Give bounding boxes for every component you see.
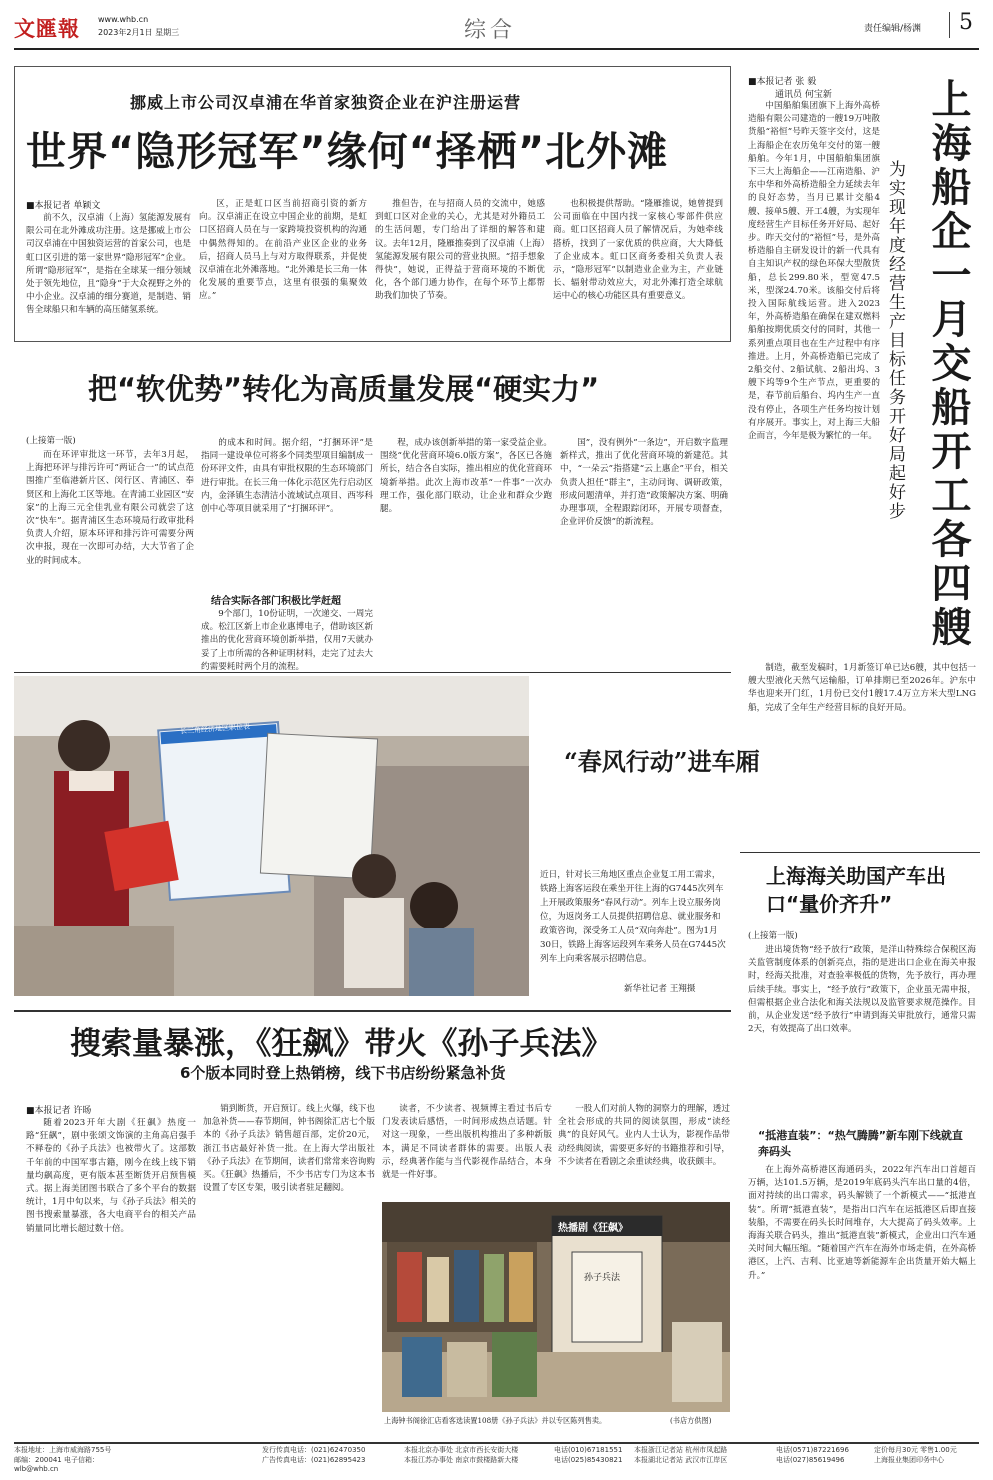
feature3-byline: ■本报记者 许旸 [26, 1106, 92, 1116]
right2-subhead: “抵港直装”：“热气腾腾”新车刚下线就直奔码头 [758, 1129, 963, 1158]
lead-byline: ■本报记者 单颖文 [26, 201, 101, 211]
site-url: www.whb.cn [98, 15, 149, 24]
footer-address [14, 1446, 122, 1475]
section-title: 综合 [464, 18, 517, 43]
lead-col-3: 推但告，在与招商人员的交流中，她感到虹口区对企业的关心，尤其是对外籍员工的生活问题，专门给出了详细的解答和建议。去年12月，隆雁推奏到了汉卓浦（上海）氢能源发展有限公司的营业执照。“招手想象得快”，她说，正得益于营商环境的不断优化，各个部门通力协作，在每个环节上都帮助我们加快了节奏。 [375, 199, 545, 302]
train-photo [14, 676, 529, 996]
footer-jiangsu-phone: 电话(025)85430821 [554, 1455, 623, 1464]
bookstore-photo [382, 1202, 730, 1412]
part2-col-2b: 9个部门，10份证明，一次递交、一周完成。松江区新上市企业惠博电子，借助该区新推出的优化营商环境创新举措，仅用7天就办妥了上市所需的各种证明材料，走完了过去大约需要耗时两个月的流程。 [201, 609, 373, 672]
right2-text-2: 在上海外高桥港区海通码头，2022年汽车出口首超百万辆，达101.5万辆，是2019年底码头汽车出口量的4倍，面对持续的出口需求，码头解锁了一个新模式——“抵港直装”。所谓“抵港直装”，是指出口汽车在运抵港区后即直接装船，不需要在码头长时间堆存，大大提高了码头效率。上海海关联合码头，推出“抵港直装”新模式，企业出口汽车通关时间大幅压缩。“随着国产汽车在海外市场走俏，在外高桥港区，上汽、吉利、比亚迪等新能源车企出货量开始大幅上升。” [748, 1165, 976, 1281]
photo1-credit: 新华社记者 王翔摄 [624, 984, 696, 994]
feature3-col-3: 读者，不少读者、视频博主看过书后专门发表读后感悟，一时间形成热点话题。针对这一现象，一些出版机构推出了多种新版本，满足不同读者群体的需要。出版人表示，经典著作能与当代影视作品结合，本身就是一件好事。 [382, 1104, 552, 1181]
photo-sign-text: 长三角经济地区职位表 [179, 722, 251, 736]
footer-beijing-phone: 电话(010)67181551 [554, 1446, 623, 1454]
feature3-col-2: 销到断货，开启预订。线上火爆，线下也加急补货——春节期间，钟书阁徐汇店七个版本的《孙子兵法》销售超百部，定价20元，浙江书店最好补货一批。在上海大学出版社《孙子兵法》在节期间，读者们常常来咨询购买。《狂飙》热播后，不少书店专门为这本书设置了专区专架，吸引读者驻足翻阅。 [203, 1104, 375, 1194]
right1-text: 中国船舶集团旗下上海外高桥造船有限公司建造的一艘19万吨散货船“裕恒”号昨天签字交付，这是上海船企在农历兔年交付的第一艘船舶。今年1月，中国船舶集团旗下三大上海船企——江南造船、沪东中华和外高桥造船全力延续去年的良好态势，当月已累计交船4艘、接单5艘、开工4艘，为实现年度经营生产目标任务开好局、起好步。昨天交付的“裕恒”号，是外高桥造船自主研发设计的新一代具有自主知识产权的绿色环保大型散货船，总长299.80米，型宽47.5米，型深24.70米。该船交付后将投入国际航线运营。进入2023年，外高桥造船在确保在建双燃料船舶按期优质交付的同时，其他一系列重点项目也在生产过程中有序推进。上月，外高桥造船已完成了2船交付、2船试航、2船出坞、3艘下坞等9个生产节点，更重要的是，春节前后船台、坞内生产一直没有停止，各项生产任务均按计划有序展开。事实上，对上海三大船企而言，今年是极为繁忙的一年。 [748, 101, 880, 442]
right1-byline-2: 通讯员 何宝新 [775, 90, 832, 100]
photo1-title: “春风行动”进车厢 [564, 747, 760, 776]
footer-zhejiang-phone: 电话(0571)87221696 [776, 1446, 849, 1454]
footer-ad-fax-line: 广告传真电话：(021)62895423 [262, 1455, 366, 1464]
right1-text-wide: 制造，截至发稿时，1月新签订单已达6艘，其中包括一艘大型液化天然气运输船，订单排期已至2026年。沪东中华也迎来开门红，1月份已交付1艘17.4万立方米大型LNG船，完成了全年生产经营目标的良好开局。 [748, 663, 976, 713]
footer-hubei-office: 本报湖北记者站 武汉市江岸区 [634, 1455, 728, 1464]
footer-hubei-phone: 电话(027)85619496 [776, 1455, 845, 1464]
section-rule-2 [14, 1010, 731, 1012]
part2-continued: (上接第一版) [26, 436, 76, 446]
photo1-caption: 近日，针对长三角地区重点企业复工用工需求，铁路上海客运段在乘坐开往上海的G7445次列车上开展政策服务“春风行动”。列车上设立服务岗位，为返岗务工人员提供招聘信息、就业服务和政策咨询，深受务工人员“双向奔赴”。图为1月30日，铁路上海客运段列车乘务人员在G7445次列车上向乘客展示招聘信息。 [540, 870, 726, 964]
masthead-rule [14, 48, 979, 50]
feature3-headline: 搜索量暴涨，《狂飙》带火《孙子兵法》 [70, 1026, 613, 1062]
part2-col-2: 的成本和时间。据介绍，“打捆环评”是指同一建设单位可将多个同类型项目编制成一份环评文件，由具有审批权限的生态环境部门进行审批。在长三角一体化示范区先行启动区内，金泽镇生态清洁小流域试点项目、西岑科创中心等项目就采用了“打捆环评”。 [201, 438, 373, 515]
masthead [14, 10, 979, 50]
feature3-subhead: 6个版本同时登上热销榜，线下书店纷纷紧急补货 [180, 1064, 506, 1082]
footer-phones-1 [554, 1446, 634, 1465]
part2-subhead: 结合实际各部门积极比学赶超 [211, 596, 341, 607]
feature3-col-1: 随着2023开年大剧《狂飙》热度一路“狂飙”，剧中张颂文饰演的主角高启强手不释卷的《孙子兵法》也被带火了。这部数千年前的中国军事古籍，刚今在线上线下销量均飙高度，更有版本甚至断货开启预售模式。据上海美团图书联合了多个平台的数据统计，1月中旬以来，与《孙子兵法》相关的图书搜索量暴涨，各大电商平台的相关产品销量同比增长超过数十倍。 [26, 1118, 196, 1234]
part2-col-4: 国”，没有例外”一条边”，开启数字监理新样式，推出了优化营商环境的新建范。其中，“一朵云”指搭建“云上惠企”平台，相关负责人担任“群主”，主动问询、调研政策，形成问题清单，并打造“政策解决方案、明确办理事项，全程跟踪闭环，开展专项督查，企业评价反馈”的新流程。 [560, 438, 728, 528]
footer-address-line: 本报地址：上海市威海路755号 [14, 1446, 112, 1454]
bookstore-illustration [382, 1202, 730, 1412]
right1-byline-1: ■本报记者 张 毅 [748, 77, 817, 87]
bookstore-sign-text: 热播剧《狂飙》 [558, 1223, 628, 1234]
footer [14, 1446, 979, 1474]
issue-date: 2023年2月1日 星期三 [98, 28, 180, 37]
footer-phones-2 [776, 1446, 866, 1465]
page-number: 5 [959, 10, 973, 35]
footer-email-line: 邮编：200041 电子信箱：wlb@whb.cn [14, 1455, 99, 1473]
part2-col-3: 程，成办该创新举措的第一家受益企业。围绕“优化营商环境6.0版方案”，各区已各施所长，结合各自实际，推出相应的优化营商环境新举措。此次上海市改革“一件事”一次办理工作，强化部门联动，让企业和群众少跑腿。 [380, 438, 552, 515]
feature3-credit: (书店方供图) [670, 1416, 712, 1425]
right2-headline: 上海海关助国产车出口“量价齐升” [766, 864, 946, 916]
feature3-caption: 上海钟书阁徐汇店看客选读置108册《孙子兵法》并以专区陈列售卖。 [384, 1416, 607, 1425]
right1-vertical-headline: 上海船企一月交船开工各四艘 [925, 78, 971, 650]
footer-fax [262, 1446, 390, 1465]
footer-price [874, 1446, 979, 1465]
train-scene-illustration [14, 676, 529, 996]
footer-fax-line: 发行传真电话：(021)62470350 [262, 1446, 366, 1454]
lead-col-1: 前不久，汉卓浦（上海）氢能源发展有限公司在北外滩成功注册。这是挪威上市公司汉卓浦在中国独资运营的首家公司，也是虹口区引进的第一家世界“隐形冠军”企业。所谓“隐形冠军”，是指在全球某一细分领域处于领先地位，且“隐身”于大众视野之外的中小企业。汉卓浦的细分赛道，是制造、销售全球船只和车辆的高压储氢系统。 [26, 213, 191, 316]
lead-col-4: 也积极提供帮助。“隆雁推说，她曾提到公司面临在中国内找一家核心零部件供应商。虹口区招商人员了解情况后，为她牵线搭桥，找到了一家优质的供应商，大大降低了企业成本。虹口区商务委相关负责人表示，“隐形冠军”以制造业企业为主，产业链长、辐射带动效应大，对北外滩打造全球航运中心的核心功能区具有重要意义。 [553, 199, 723, 302]
right2-text: 进出境货物“经予放行”政策，是洋山特殊综合保税区海关监管制度体系的创新亮点，指的是进出口企业在海关申报时，经海关批准，对查验率极低的货物，先予放行，再办理后续手续。事实上，“经予放行”政策下，企业虽无需申报，但需根据企业合法化和海关法规以及监管要求规范操作。目前，从企业发送“经予放行”申请到海关审批放行，通常只需2天，有效提高了出口效率。 [748, 945, 976, 1035]
section-rule [14, 672, 731, 673]
footer-offices-2 [634, 1446, 774, 1465]
footer-jiangsu-office: 本报江苏办事处 南京市鼓楼路新大楼 [404, 1455, 519, 1464]
lead-kicker: 挪威上市公司汉卓浦在华首家独资企业在沪注册运营 [130, 93, 522, 112]
part2-headline: 把“软优势”转化为高质量发展“硬实力” [88, 372, 600, 406]
lead-col-2: 区，正是虹口区当前招商引资的新方向。汉卓浦正在设立中国企业的前期，是虹口区招商人员在与一家跨境投资机构的沟通中偶然得知的。在前沿产业区企业的业务后，招商人员马上与对方取得联系，并促使汉卓浦在北外滩落地。“北外滩是长三角一体化发展的重要节点，这里有很强的集聚效应。” [199, 199, 367, 302]
right-rule [740, 852, 980, 853]
lead-headline: 世界“隐形冠军”缘何“择栖”北外滩 [26, 129, 669, 175]
footer-offices-1 [404, 1446, 554, 1465]
part2-col-1: 而在环评审批这一环节，去年3月起，上海把环评与排污许可“两证合一”的试点范围推广至临港新片区、闵行区、青浦区、奉贤区和上海化工区等地。在青浦工业园区“安家”的上海三元全佳乳业有限公司就尝了这次“快车”。据青浦区生态环境局行政审批科负责人介绍，原本环评和排污许可需要分两次申报，现在一次即可办结，大大节省了企业的时间成本。 [26, 450, 194, 566]
logo: 文匯報 [14, 16, 80, 41]
footer-zhejiang-office: 本报浙江记者站 杭州市凤起路 [634, 1446, 728, 1454]
editor-credit: 责任编辑/杨渊 [864, 24, 922, 34]
bookstore-book-title: 孙子兵法 [584, 1273, 621, 1283]
footer-printer-line: 上海报业集团印务中心 [874, 1455, 944, 1464]
divider-vertical [949, 12, 950, 38]
footer-rule [14, 1442, 979, 1444]
footer-price-line: 定价每月30元 零售1.00元 [874, 1446, 957, 1454]
right2-continued: (上接第一版) [748, 931, 798, 941]
right1-vertical-subhead: 为实现年度经营生产目标任务开好局起好步 [885, 160, 905, 521]
footer-beijing-office: 本报北京办事处 北京市西长安街大楼 [404, 1446, 519, 1454]
feature3-col-4: 一股人们对前人物的洞察力的理解，透过全社会形成的共同的阅读氛围，形成“读经典”的良好风气。业内人士认为，影视作品带动经典阅读，需要更多好的书籍推荐和引导，不少读者在看剧之余重读经典，收获颇丰。 [558, 1104, 730, 1167]
